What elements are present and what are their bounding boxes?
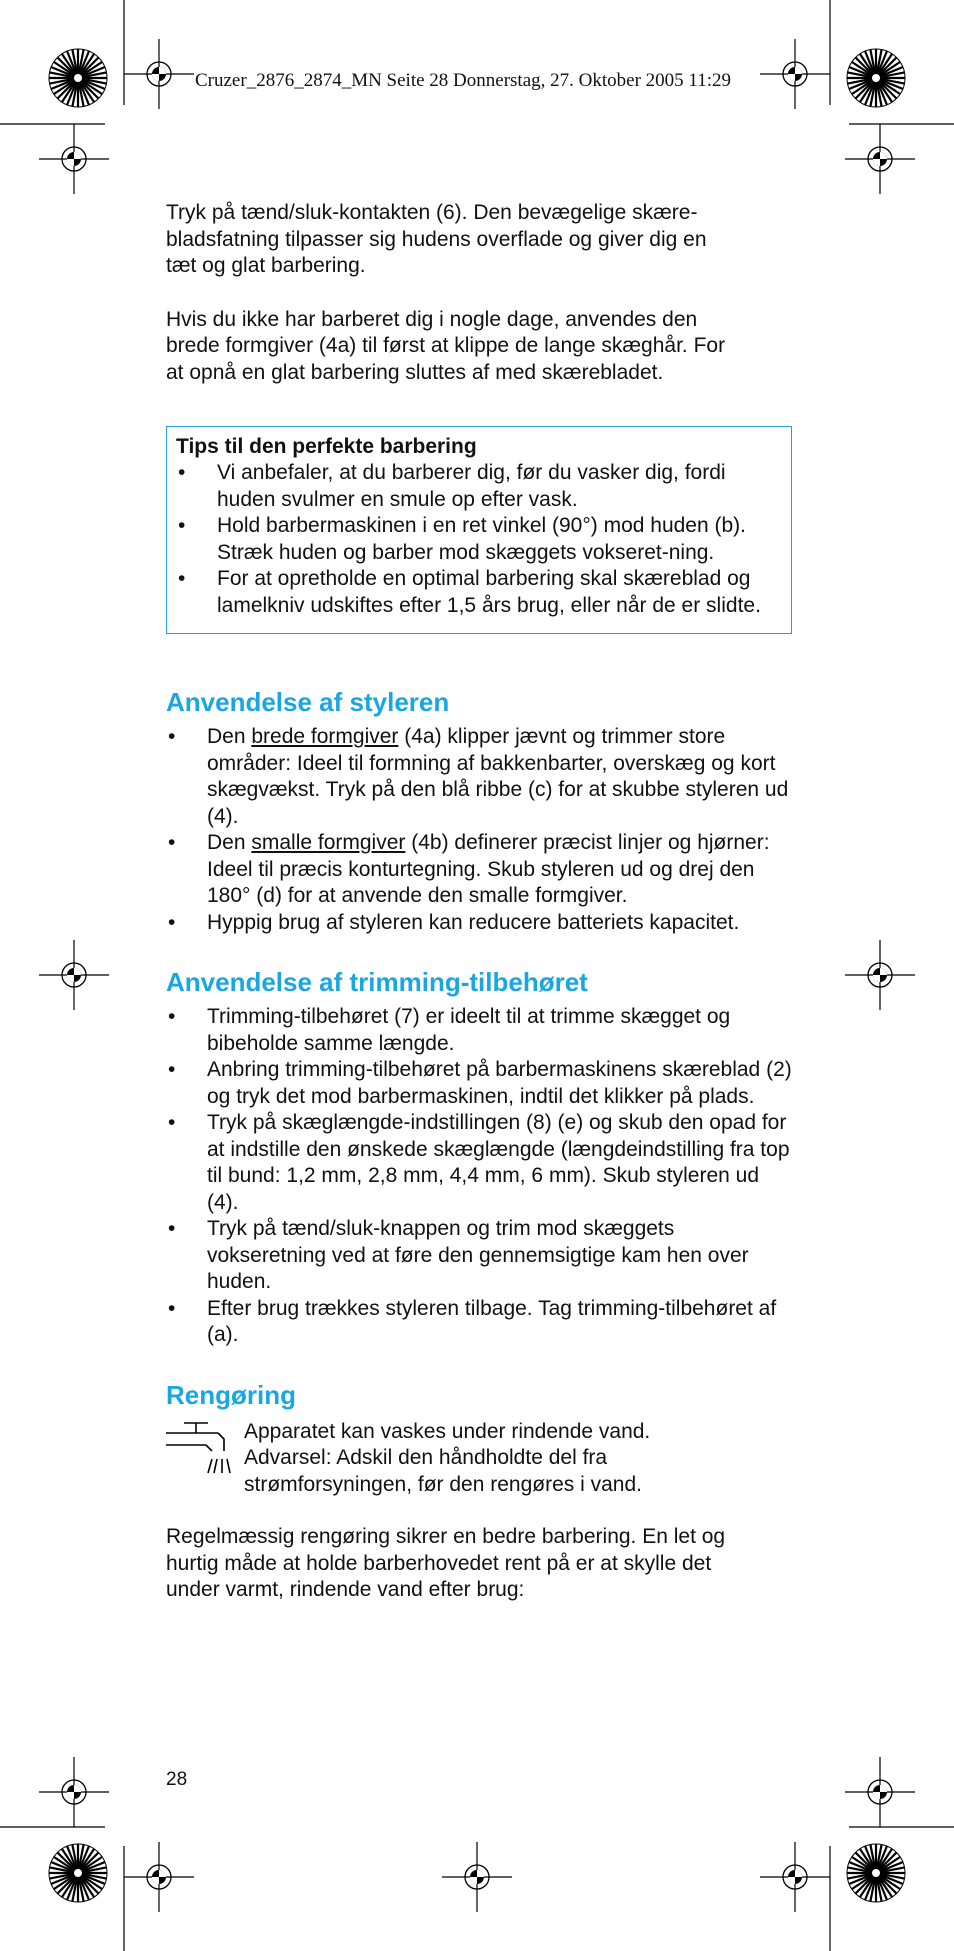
trimming-heading: Anvendelse af trimming-tilbehøret	[166, 967, 588, 997]
intro-paragraph-1: Tryk på tænd/sluk-kontakten (6). Den bevægelige skære- bladsfatning tilpasser sig hudens overflade og giver dig en tæt og glat barbering.	[166, 201, 707, 277]
trimming-list	[166, 1004, 792, 1349]
tips-list	[176, 460, 781, 619]
cleaning-warning-text: Apparatet kan vaskes under rindende vand. Advarsel: Adskil den håndholdte del fra strømforsyningen, før den rengøres i vand.	[244, 1419, 651, 1496]
cleaning-warning	[166, 1419, 792, 1499]
list-item: • Hyppig brug af styleren kan reducere batteriets kapacitet.	[166, 910, 792, 937]
tips-box	[166, 426, 792, 634]
wide-styler-term: brede formgiver	[251, 725, 399, 748]
list-item: • Tryk på skæglængde-indstillingen (8) (e) og skub den opad for at indstille den ønskede skæglængde (længdeindstilling fra top til bund: 1,2 mm, 2,8 mm, 4,4 mm, 6 mm). Skub styleren ud (4).	[166, 1110, 792, 1216]
narrow-styler-term: smalle formgiver	[251, 831, 406, 854]
print-slug: Cruzer_2876_2874_MN Seite 28 Donnerstag, 27. Oktober 2005 11:29	[195, 70, 731, 91]
list-item: • Anbring trimming-tilbehøret på barbermaskinens skæreblad (2) og tryk det mod barbermaskinen, indtil det klikker på plads.	[166, 1057, 792, 1110]
cleaning-paragraph: Regelmæssig rengøring sikrer en bedre barbering. En let og hurtig måde at holde barberhovedet rent på er at skylle det under varmt, rindende vand efter brug:	[166, 1525, 726, 1601]
list-item: • Vi anbefaler, at du barberer dig, før du vasker dig, fordi huden svulmer en smule op efter vask.	[176, 460, 781, 513]
page-content	[166, 200, 792, 1604]
list-item: • Tryk på tænd/sluk-knappen og trim mod skæggets vokseretning ved at føre den gennemsigtige kam hen over huden.	[166, 1216, 792, 1296]
page-number: 28	[166, 1769, 188, 1790]
list-item: • Den brede formgiver (4a) klipper jævnt og trimmer store områder: Ideel til formning af bakkenbarter, overskæg og kort skægvækst. Tryk på den blå ribbe (c) for at skubbe styleren ud (4).	[166, 724, 792, 830]
cleaning-heading: Rengøring	[166, 1379, 296, 1410]
intro-paragraph-2: Hvis du ikke har barberet dig i nogle dage, anvendes den brede formgiver (4a) til først at klippe de lange skæghår. For at opnå en glat barbering sluttes af med skærebladet.	[166, 307, 726, 384]
tips-title: Tips til den perfekte barbering	[176, 435, 477, 458]
water-tap-icon	[166, 1419, 244, 1489]
list-item: • Efter brug trækkes styleren tilbage. Tag trimming-tilbehøret af (a).	[166, 1296, 792, 1349]
styler-list	[166, 724, 792, 936]
list-item: • Hold barbermaskinen i en ret vinkel (90°) mod huden (b). Stræk huden og barber mod skæggets vokseret-ning.	[176, 513, 781, 566]
styler-heading: Anvendelse af styleren	[166, 687, 450, 717]
list-item: • Den smalle formgiver (4b) definerer præcist linjer og hjørner: Ideel til præcis konturtegning. Skub styleren ud og drej den 180° (d) for at anvende den smalle formgiver.	[166, 830, 792, 910]
list-item: • For at opretholde en optimal barbering skal skæreblad og lamelkniv udskiftes efter 1,5 års brug, eller når de er slidte.	[176, 566, 781, 619]
list-item: • Trimming-tilbehøret (7) er ideelt til at trimme skægget og bibeholde samme længde.	[166, 1004, 792, 1057]
